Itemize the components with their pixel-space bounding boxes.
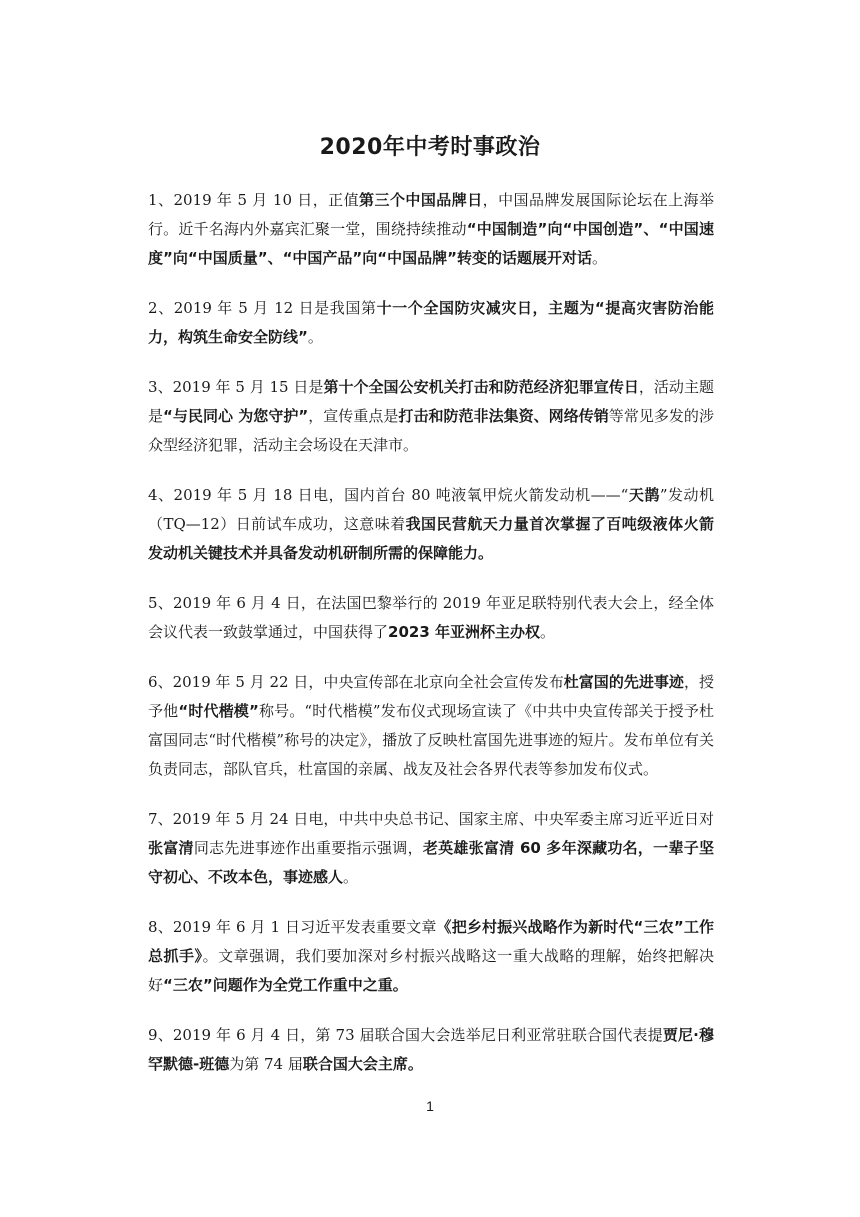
text: 等常见多发的涉众型经济犯罪，活动主会场设在天津市。 — [148, 407, 714, 454]
bold-text: 老英雄张富清 60 多年深藏功名，一辈子坚守初心、不改本色，事迹感人 — [148, 839, 714, 886]
bold-text: 2023 年亚洲杯主办权 — [388, 623, 540, 641]
news-item — [148, 186, 714, 273]
text: 6、2019 年 5 月 22 日，中央宣传部在北京向全社会宣传发布 — [148, 673, 564, 691]
text: 2、2019 年 5 月 12 日是我国第 — [148, 299, 377, 317]
text: 9、2019 年 6 月 4 日，第 73 届联合国大会选举尼日利亚常驻联合国代表提 — [148, 1026, 663, 1044]
bold-text: 打击和防范非法集资、网络传销 — [398, 407, 609, 425]
bold-text: 第三个中国品牌日 — [359, 191, 483, 209]
news-item — [148, 668, 714, 784]
text: 。 — [307, 328, 323, 346]
bold-text: 贾尼·穆罕默德-班德 — [148, 1026, 714, 1073]
news-item — [148, 481, 714, 568]
text: 。文章强调，我们要加深对乡村振兴战略这一重大战略的理解，始终把解决好 — [148, 947, 714, 994]
bold-text: 十一个全国防灾减灾日，主题为“提高灾害防治能力，构筑生命安全防线” — [148, 299, 714, 346]
text: 。 — [540, 623, 556, 641]
text: 同志先进事迹作出重要指示强调， — [193, 839, 423, 857]
text: 。 — [592, 249, 608, 267]
news-item — [148, 589, 714, 647]
bold-text: 我国民营航天力量首次掌握了百吨级液体火箭发动机关键技术并具备发动机研制所需的保障能力。 — [148, 515, 714, 562]
news-item — [148, 373, 714, 460]
news-item — [148, 805, 714, 892]
text: 1、2019 年 5 月 10 日，正值 — [148, 191, 360, 209]
text: 为第 74 届 — [229, 1055, 303, 1073]
bold-text: 《把乡村振兴战略作为新时代“三农”工作总抓手》 — [148, 918, 715, 965]
text: 。 — [343, 868, 359, 886]
text: 8、2019 年 6 月 1 日习近平发表重要文章 — [148, 918, 437, 936]
text: ，授予他 — [148, 673, 714, 720]
news-item — [148, 294, 714, 352]
text: ，宣传重点是 — [308, 407, 399, 425]
text: 称号。“时代楷模”发布仪式现场宣读了《中共中央宣传部关于授予杜富国同志“时代楷模”称号的决定》，播放了反映杜富国先进事迹的短片。发布单位有关负责同志，部队官兵，杜富国的亲属、战友及社会各界代表等参加发布仪式。 — [148, 702, 714, 778]
text: 5、2019 年 6 月 4 日，在法国巴黎举行的 2019 年亚足联特别代表大会上，经全体会议代表一致鼓掌通过，中国获得了 — [148, 594, 714, 641]
text: 4、2019 年 5 月 18 日电，国内首台 80 吨液氧甲烷火箭发动机——“ — [148, 486, 629, 504]
bold-text: 联合国大会主席。 — [302, 1055, 423, 1073]
news-item-list — [148, 186, 714, 1100]
news-item — [148, 1021, 714, 1079]
text: 7、2019 年 5 月 24 日电，中共中央总书记、国家主席、中央军委主席习近平近日对 — [148, 810, 714, 828]
bold-text: “三农”问题作为全党工作重中之重。 — [163, 976, 408, 994]
bold-text: 张富清 — [148, 839, 194, 857]
bold-text: 天鹊 — [628, 486, 660, 504]
text: 3、2019 年 5 月 15 日是 — [148, 378, 324, 396]
news-item — [148, 913, 714, 1000]
text: ，活动主题是 — [148, 378, 714, 425]
bold-text: “与民同心 为您守护” — [163, 407, 309, 425]
page-title: 2020年中考时事政治 — [319, 135, 541, 160]
bold-text: 第十个全国公安机关打击和防范经济犯罪宣传日 — [323, 378, 639, 396]
text: ”发动机（TQ—12）日前试车成功，这意味着 — [148, 486, 714, 533]
bold-text: “时代楷模” — [178, 702, 259, 720]
bold-text: “中国制造”向“中国创造”、“中国速度”向“中国质量”、“中国产品”向“中国品牌”转变的话题展开对话 — [148, 220, 714, 267]
text: ，中国品牌发展国际论坛在上海举行。近千名海内外嘉宾汇聚一堂，围绕持续推动 — [148, 191, 714, 238]
page-number: 1 — [426, 1098, 434, 1114]
bold-text: 杜富国的先进事迹 — [563, 673, 684, 691]
